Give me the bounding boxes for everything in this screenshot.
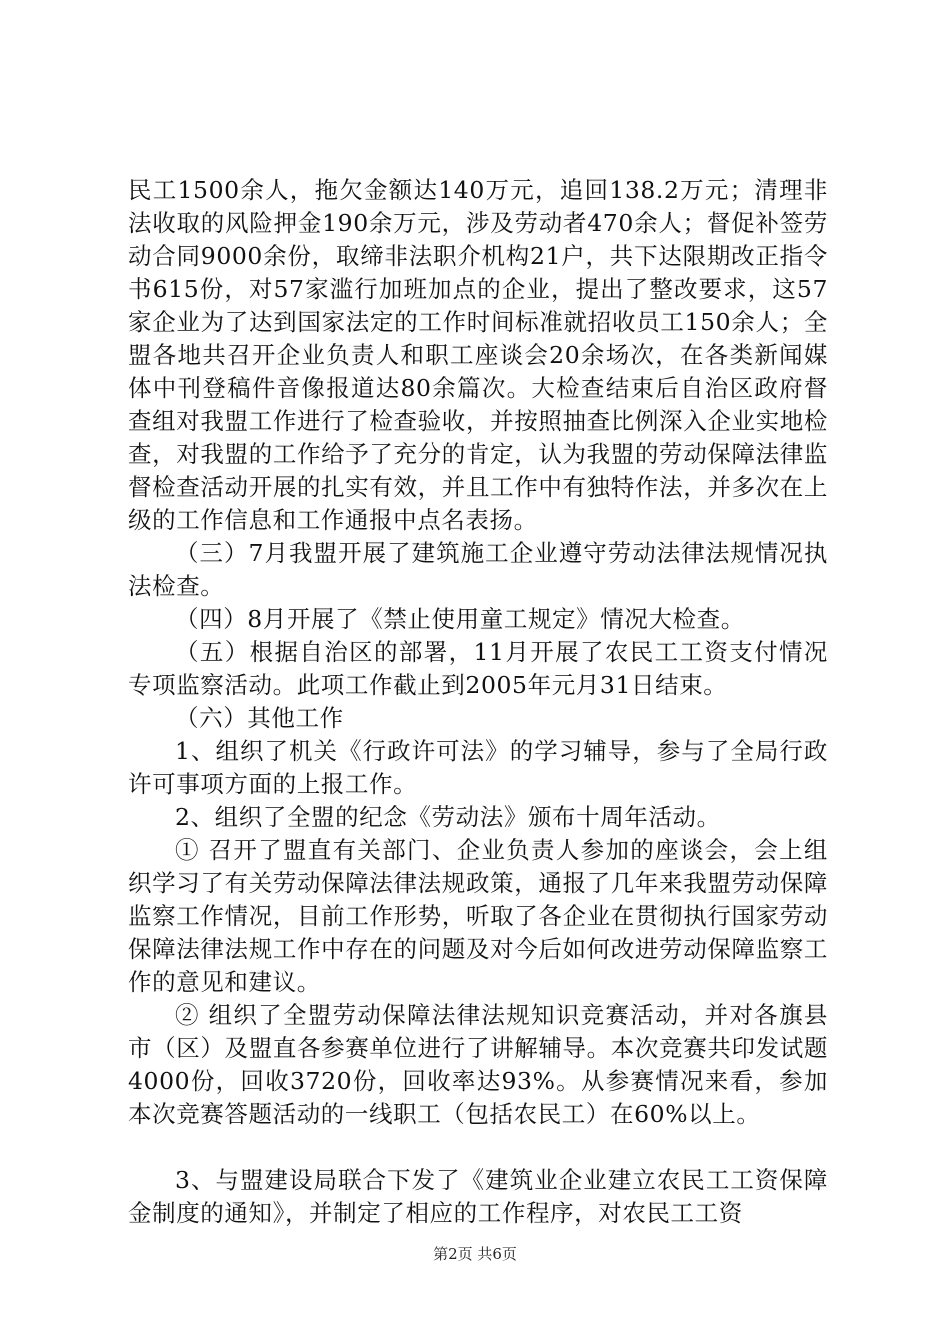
paragraph-section-5: （五）根据自治区的部署，11月开展了农民工工资支付情况专项监察活动。此项工作截止到2005年元月31日结束。 <box>128 638 828 699</box>
paragraph-section-4: （四）8月开展了《禁止使用童工规定》情况大检查。 <box>175 605 745 633</box>
paragraph-subitem-2: ② 组织了全盟劳动保障法律法规知识竞赛活动，并对各旗县市（区）及盟直各参赛单位进行了讲解辅导。本次竞赛共印发试题4000份，回收3720份，回收率达93%。从参赛情况来看，参加本次竞赛答题活动的一线职工（包括农民工）在60%以上。 <box>128 1001 828 1128</box>
paragraph-section-6-heading: （六）其他工作 <box>175 704 344 732</box>
paragraph-section-3: （三）7月我盟开展了建筑施工企业遵守劳动法律法规情况执法检查。 <box>128 539 828 600</box>
document-body <box>128 174 828 1230</box>
page-number-footer: 第2页 共6页 <box>433 1245 517 1263</box>
paragraph-spacer <box>128 1131 828 1164</box>
paragraph-subitem-1: ① 召开了盟直有关部门、企业负责人参加的座谈会，会上组织学习了有关劳动保障法律法规政策，通报了几年来我盟劳动保障监察工作情况，目前工作形势，听取了各企业在贯彻执行国家劳动保障法律法规工作中存在的问题及对今后如何改进劳动保障监察工作的意见和建议。 <box>128 836 828 996</box>
paragraph-item-3: 3、与盟建设局联合下发了《建筑业企业建立农民工工资保障金制度的通知》，并制定了相应的工作程序，对农民工工资 <box>128 1166 828 1227</box>
paragraph-item-2: 2、组织了全盟的纪念《劳动法》颁布十周年活动。 <box>175 803 721 831</box>
paragraph-item-1: 1、组织了机关《行政许可法》的学习辅导，参与了全局行政许可事项方面的上报工作。 <box>128 737 828 798</box>
paragraph-continuation: 民工1500余人，拖欠金额达140万元，追回138.2万元；清理非法收取的风险押金190余万元，涉及劳动者470余人；督促补签劳动合同9000余份，取缔非法职介机构21户，共下达限期改正指令书615份，对57家滥行加班加点的企业，提出了整改要求，这57家企业为了达到国家法定的工作时间标准就招收员工150余人；全盟各地共召开企业负责人和职工座谈会20余场次，在各类新闻媒体中刊登稿件音像报道达80余篇次。大检查结束后自治区政府督查组对我盟工作进行了检查验收，并按照抽查比例深入企业实地检查，对我盟的工作给予了充分的肯定，认为我盟的劳动保障法律监督检查活动开展的扎实有效，并且工作中有独特作法，并多次在上级的工作信息和工作通报中点名表扬。 <box>128 176 828 534</box>
